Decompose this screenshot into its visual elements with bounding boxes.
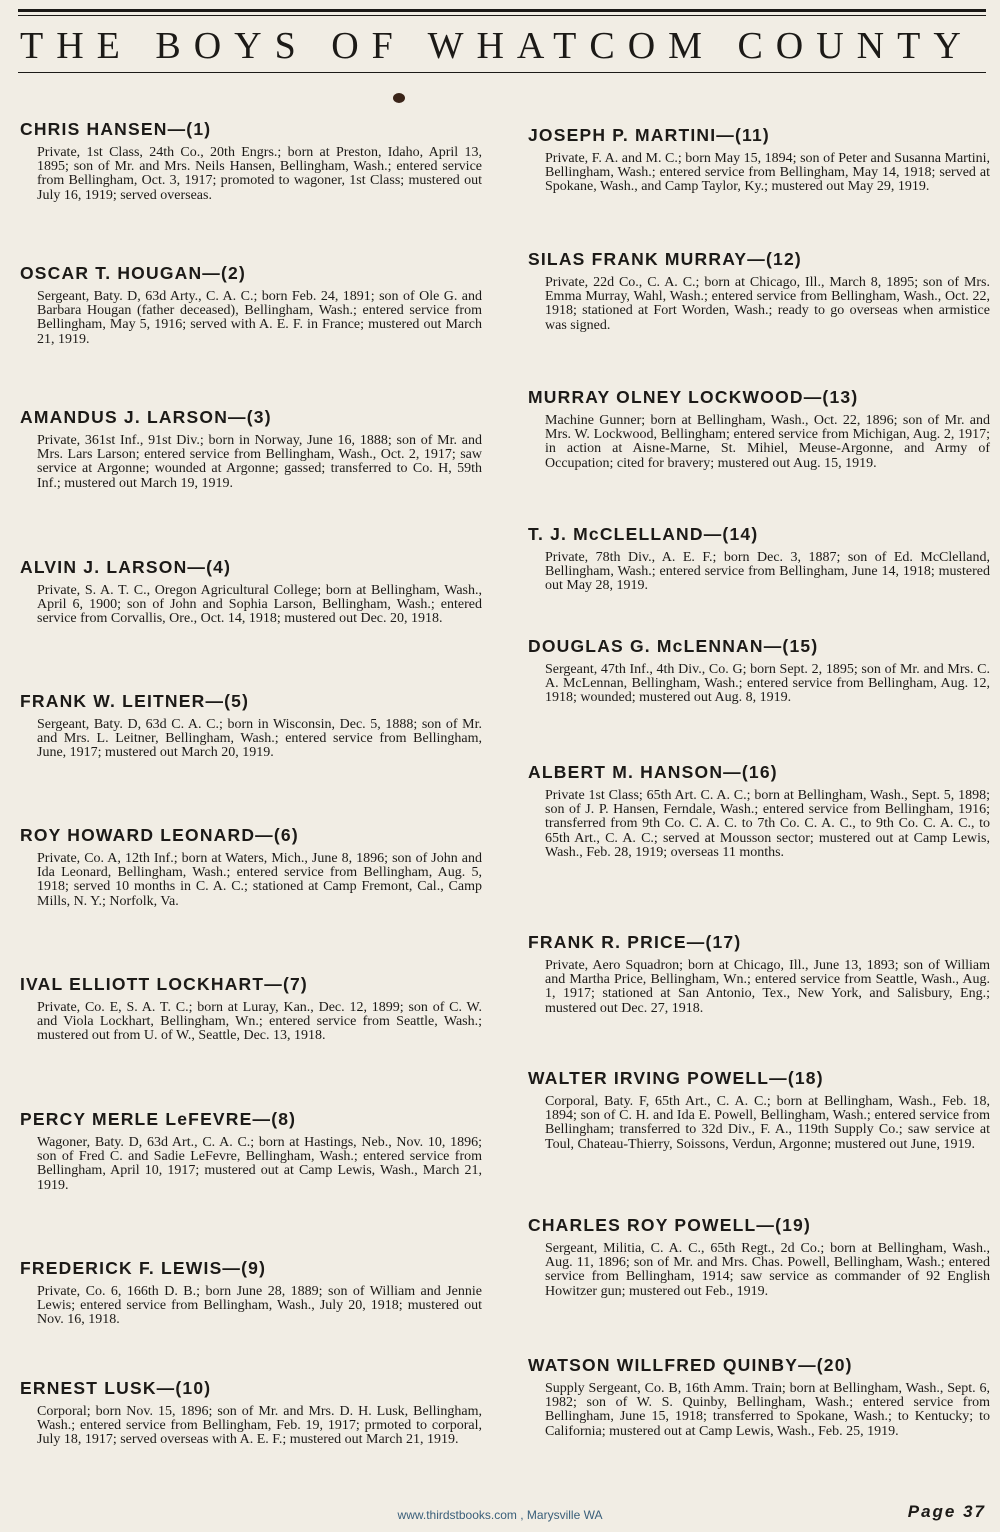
entry-2 — [20, 262, 482, 347]
rule-top — [18, 9, 986, 12]
entry-name: SILAS FRANK MURRAY—(12) — [528, 249, 802, 269]
entry-name: OSCAR T. HOUGAN—(2) — [20, 263, 246, 283]
entry-text: Private, 22d Co., C. A. C.; born at Chicago, Ill., March 8, 1895; son of Mrs. Emma Murray, Wahl, Wash.; entered service from Bellingham, Wash., Oct. 22, 1918; stationed at Fort Worden, Wash.; ready to go overseas when armistice was signed. — [545, 275, 990, 333]
entry-text: Sergeant, 47th Inf., 4th Div., Co. G; born Sept. 2, 1895; son of Mr. and Mrs. C. A. McLennan, Bellingham, Wash.; entered service from Bellingham, Aug. 12, 1918; wounded; mustered out Aug. 8, 1919. — [545, 662, 990, 706]
entry-name: FRANK W. LEITNER—(5) — [20, 691, 250, 711]
entry-name: ALVIN J. LARSON—(4) — [20, 557, 232, 577]
entry-1 — [20, 118, 482, 203]
entry-13 — [528, 386, 990, 471]
entry-text: Sergeant, Baty. D, 63d C. A. C.; born in Wisconsin, Dec. 5, 1888; son of Mr. and Mrs. L. Leitner, Bellingham, Wash.; entered service from Bellingham, June, 1917; mustered out March 20, 1919. — [37, 717, 482, 761]
ink-spot — [393, 93, 405, 103]
entry-text: Private, Aero Squadron; born at Chicago, Ill., June 13, 1893; son of William and Martha Price, Bellingham, Wn.; entered service from Seattle, Wash., Aug. 1, 1917; stationed at San Antonio, Tex., New York, and Salisbury, Eng.; mustered out Dec. 27, 1918. — [545, 958, 990, 1016]
entry-text: Machine Gunner; born at Bellingham, Wash., Oct. 22, 1896; son of Mr. and Mrs. W. Lockwood, Bellingham; entered service from Michigan, Aug. 2, 1917; in action at Aisne-Marne, St. Mihiel, Meuse-Argonne, and Army of Occupation; cited for bravery; mustered out Aug. 15, 1919. — [545, 413, 990, 471]
entry-name: ERNEST LUSK—(10) — [20, 1378, 212, 1398]
entry-18 — [528, 1067, 990, 1152]
entry-name: IVAL ELLIOTT LOCKHART—(7) — [20, 974, 308, 994]
entry-19 — [528, 1214, 990, 1299]
entry-text: Private, 361st Inf., 91st Div.; born in Norway, June 16, 1888; son of Mr. and Mrs. Lars Larson; entered service from Bellingham, Wash., Oct. 2, 1917; saw service at Argonne; wounded at Argonne; gassed; transferred to Co. H, 59th Inf.; mustered out March 19, 1919. — [37, 433, 482, 491]
entry-8 — [20, 1108, 482, 1193]
entry-name: FRANK R. PRICE—(17) — [528, 932, 742, 952]
entry-text: Sergeant, Baty. D, 63d Arty., C. A. C.; born Feb. 24, 1891; son of Ole G. and Barbara Hougan (father deceased), Bellingham, Wash.; entered service from Bellingham, May 5, 1916; served with A. E. F. in France; mustered out March 21, 1919. — [37, 289, 482, 347]
entry-name: MURRAY OLNEY LOCKWOOD—(13) — [528, 387, 859, 407]
entry-text: Wagoner, Baty. D, 63d Art., C. A. C.; born at Hastings, Neb., Nov. 10, 1896; son of Fred C. and Sadie LeFevre, Bellingham, Wash.; entered service from Bellingham, April 10, 1917; mustered out at Camp Lewis, Wash., March 21, 1919. — [37, 1135, 482, 1193]
entry-11 — [528, 124, 990, 195]
entry-text: Sergeant, Militia, C. A. C., 65th Regt., 2d Co.; born at Bellingham, Wash., Aug. 11, 1896; son of Mr. and Mrs. Chas. Powell, Bellingham, Wash.; entered service from Bellingham, 1914; saw service as commander of 92 English Howitzer gun; mustered out Feb., 1919. — [545, 1241, 990, 1299]
entry-text: Supply Sergeant, Co. B, 16th Amm. Train; born at Bellingham, Wash., Sept. 6, 1982; son of W. S. Quinby, Bellingham, Wash.; entered service from Bellingham, June 15, 1918; transferred to Spokane, Wash.; to Kentucky; to California; mustered out at Camp Lewis, Wash., Feb. 25, 1919. — [545, 1381, 990, 1439]
entry-name: ALBERT M. HANSON—(16) — [528, 762, 778, 782]
entry-name: PERCY MERLE LeFEVRE—(8) — [20, 1109, 297, 1129]
page-title: THE BOYS OF WHATCOM COUNTY — [20, 25, 974, 67]
entry-text: Private, 1st Class, 24th Co., 20th Engrs.; born at Preston, Idaho, April 13, 1895; son of Mr. and Mrs. Neils Hansen, Bellingham, Wash.; entered service from Bellingham, Oct. 3, 1917; promoted to wagoner, 1st Class; mustered out July 16, 1919; served overseas. — [37, 145, 482, 203]
entry-text: Private 1st Class; 65th Art. C. A. C.; born at Bellingham, Wash., Sept. 5, 1898; son of J. P. Hansen, Ferndale, Wash.; entered service from Bellingham, 1916; transferred from 9th Co. C. A. C. to 7th Co. C. A. C., to 9th Co. C. A. C., to 65th Art., C. A. C.; served at Mousson sector; mustered out at Camp Lewis, Wash., Feb. 28, 1919; overseas 11 months. — [545, 788, 990, 860]
entry-16 — [528, 761, 990, 860]
entry-name: ROY HOWARD LEONARD—(6) — [20, 825, 299, 845]
entry-5 — [20, 690, 482, 761]
footer-site: www.thirdstbooks.com , Marysville WA — [397, 1508, 603, 1522]
entry-name: DOUGLAS G. McLENNAN—(15) — [528, 636, 819, 656]
entry-15 — [528, 635, 990, 706]
entry-name: T. J. McCLELLAND—(14) — [528, 524, 759, 544]
entry-name: WATSON WILLFRED QUINBY—(20) — [528, 1355, 853, 1375]
entry-name: WALTER IRVING POWELL—(18) — [528, 1068, 824, 1088]
entry-10 — [20, 1377, 482, 1448]
entry-6 — [20, 824, 482, 909]
entry-name: JOSEPH P. MARTINI—(11) — [528, 125, 770, 145]
entry-name: CHRIS HANSEN—(1) — [20, 119, 212, 139]
entry-14 — [528, 523, 990, 594]
entry-3 — [20, 406, 482, 491]
entry-17 — [528, 931, 990, 1016]
entry-text: Corporal, Baty. F, 65th Art., C. A. C.; born at Bellingham, Wash., Feb. 18, 1894; son of C. H. and Ida E. Powell, Bellingham, Wash.; entered service from Bellingham; transferred to 32d Div., F. A., 119th Supply Co.; saw service at Toul, Chateau-Thierry, Soissons, Verdun, Argonne; mustered out June, 1919. — [545, 1094, 990, 1152]
entry-4 — [20, 556, 482, 627]
entry-text: Private, Co. 6, 166th D. B.; born June 28, 1889; son of William and Jennie Lewis; entered service from Bellingham, Wash., July 20, 1918; mustered out Nov. 16, 1918. — [37, 1284, 482, 1328]
entry-text: Private, 78th Div., A. E. F.; born Dec. 3, 1887; son of Ed. McClelland, Bellingham, Wash.; entered service from Bellingham, June 14, 1918; mustered out May 28, 1919. — [545, 550, 990, 594]
entry-text: Private, F. A. and M. C.; born May 15, 1894; son of Peter and Susanna Martini, Bellingham, Wash.; entered service from Bellingham, May 14, 1918; served at Spokane, Wash., and Camp Taylor, Ky.; mustered out May 29, 1919. — [545, 151, 990, 195]
entry-name: CHARLES ROY POWELL—(19) — [528, 1215, 811, 1235]
entry-text: Corporal; born Nov. 15, 1896; son of Mr. and Mrs. D. H. Lusk, Bellingham, Wash.; entered service from Bellingham, Feb. 19, 1917; prmoted to corporal, July 18, 1917; served overseas with A. E. F.; mustered out March 21, 1919. — [37, 1404, 482, 1448]
rule-top-thin — [18, 15, 986, 16]
entry-name: FREDERICK F. LEWIS—(9) — [20, 1258, 267, 1278]
entry-text: Private, S. A. T. C., Oregon Agricultural College; born at Bellingham, Wash., April 6, 1900; son of John and Sophia Larson, Bellingham, Wash.; entered service from Corvallis, Ore., Oct. 14, 1918; mustered out Dec. 20, 1918. — [37, 583, 482, 627]
entry-12 — [528, 248, 990, 333]
entry-name: AMANDUS J. LARSON—(3) — [20, 407, 272, 427]
entry-7 — [20, 973, 482, 1044]
page-number: Page 37 — [907, 1502, 986, 1521]
entry-text: Private, Co. E, S. A. T. C.; born at Luray, Kan., Dec. 12, 1899; son of C. W. and Viola Lockhart, Bellingham, Wn.; entered service from Seattle, Wash.; mustered out from U. of W., Seattle, Dec. 13, 1918. — [37, 1000, 482, 1044]
rule-bottom — [18, 72, 986, 73]
entry-20 — [528, 1354, 990, 1439]
entry-9 — [20, 1257, 482, 1328]
entry-text: Private, Co. A, 12th Inf.; born at Waters, Mich., June 8, 1896; son of John and Ida Leonard, Bellingham, Wash.; entered service from Bellingham, Aug. 5, 1918; served 10 months in C. A. C.; stationed at Camp Fremont, Cal., Camp Mills, N. Y.; Norfolk, Va. — [37, 851, 482, 909]
